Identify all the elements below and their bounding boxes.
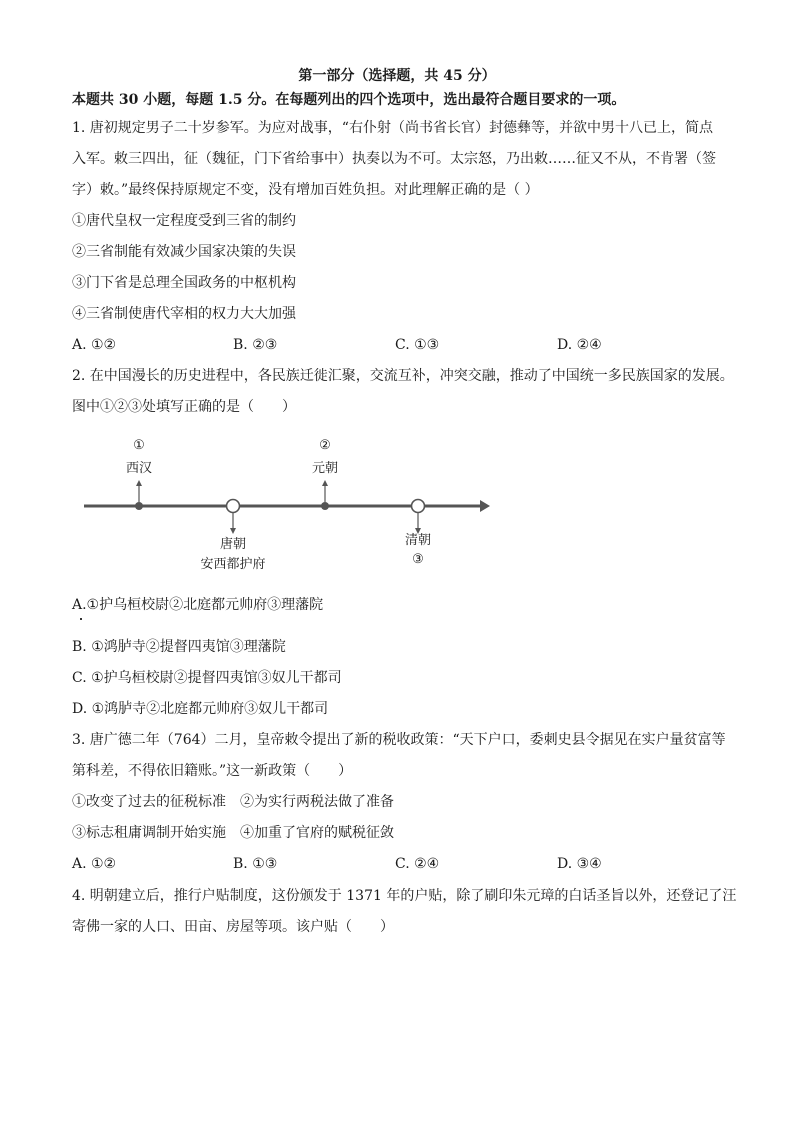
option-a[interactable]: A. ①② bbox=[72, 337, 117, 353]
timeline-point-tang bbox=[227, 500, 240, 513]
question-4-line-2: 寄佛一家的人口、田亩、房屋等项。该户贴（ ） bbox=[72, 919, 394, 935]
option-c[interactable]: C. ①③ bbox=[395, 337, 440, 353]
timeline-marker-2: ② bbox=[319, 438, 331, 453]
timeline-label-tang: 唐朝 bbox=[219, 537, 246, 552]
section-title: 第一部分（选择题，共 45 分） bbox=[298, 68, 496, 84]
option-b[interactable]: B. ①③ bbox=[233, 856, 278, 872]
option-a[interactable]: A. ①② bbox=[72, 856, 117, 872]
question-2-line-2: 图中①②③处填写正确的是（ ） bbox=[72, 399, 296, 415]
timeline-arrowhead bbox=[480, 500, 490, 512]
option-d[interactable]: D. ③④ bbox=[557, 856, 602, 872]
timeline-point-yuan bbox=[321, 502, 329, 510]
question-3-line-1: 3. 唐广德二年（764）二月，皇帝敕令提出了新的税收政策：“天下户口，委刺史县令据见在实户量贫富等 bbox=[72, 732, 726, 748]
option-d[interactable]: D. ②④ bbox=[557, 337, 602, 353]
scan-speck bbox=[80, 618, 82, 620]
timeline-label-anxi: 安西都护府 bbox=[200, 557, 266, 572]
option-a[interactable]: A.①护乌桓校尉②北庭都元帅府③理藩院 bbox=[72, 597, 324, 613]
question-1-line-3: 字）敕。”最终保持原规定不变，没有增加百姓负担。对此理解正确的是（ ） bbox=[72, 182, 539, 198]
option-d[interactable]: D. ①鸿胪寺②北庭都元帅府③奴儿干都司 bbox=[72, 701, 329, 717]
statement-row-1: ①改变了过去的征税标准 ②为实行两税法做了准备 bbox=[72, 794, 394, 810]
question-4-line-1: 4. 明朝建立后，推行户贴制度，这份颁发于 1371 年的户贴，除了刷印朱元璋的白话圣旨以外，还登记了汪 bbox=[72, 888, 737, 904]
statement-3: ③门下省是总理全国政务的中枢机构 bbox=[72, 275, 296, 291]
timeline-point-qing bbox=[412, 500, 425, 513]
option-c[interactable]: C. ②④ bbox=[395, 856, 440, 872]
option-b[interactable]: B. ②③ bbox=[233, 337, 278, 353]
timeline-label-qing: 清朝 bbox=[404, 533, 431, 548]
question-1-line-2: 入军。敕三四出，征（魏征，门下省给事中）执奏以为不可。太宗怒，乃出敕……征又不从，不肯署（签 bbox=[72, 151, 716, 167]
statement-4: ④三省制使唐代宰相的权力大大加强 bbox=[72, 306, 296, 322]
timeline-label-yuan: 元朝 bbox=[311, 461, 338, 476]
timeline-label-xihan: 西汉 bbox=[125, 461, 152, 476]
timeline-point-xihan bbox=[135, 502, 143, 510]
statement-2: ②三省制能有效减少国家决策的失误 bbox=[72, 244, 296, 260]
option-c[interactable]: C. ①护乌桓校尉②提督四夷馆③奴儿干都司 bbox=[72, 670, 342, 686]
statement-1: ①唐代皇权一定程度受到三省的制约 bbox=[72, 213, 296, 229]
option-b[interactable]: B. ①鸿胪寺②提督四夷馆③理藩院 bbox=[72, 639, 286, 655]
statement-row-2: ③标志租庸调制开始实施 ④加重了官府的赋税征敛 bbox=[72, 825, 394, 841]
question-1-line-1: 1. 唐初规定男子二十岁参军。为应对战事，“右仆射（尚书省长官）封德彝等，并欲中男十八已上，简点 bbox=[72, 120, 713, 136]
instructions: 本题共 30 小题，每题 1.5 分。在每题列出的四个选项中，选出最符合题目要求的一项。 bbox=[72, 92, 626, 108]
question-2-line-1: 2. 在中国漫长的历史进程中，各民族迁徙汇聚，交流互补，冲突交融，推动了中国统一多民族国家的发展。 bbox=[72, 368, 734, 384]
timeline-svg bbox=[0, 470, 794, 550]
timeline-marker-3: ③ bbox=[412, 552, 424, 567]
timeline-marker-1: ① bbox=[133, 438, 145, 453]
question-3-line-2: 第科差，不得依旧籍账。”这一新政策（ ） bbox=[72, 763, 353, 779]
